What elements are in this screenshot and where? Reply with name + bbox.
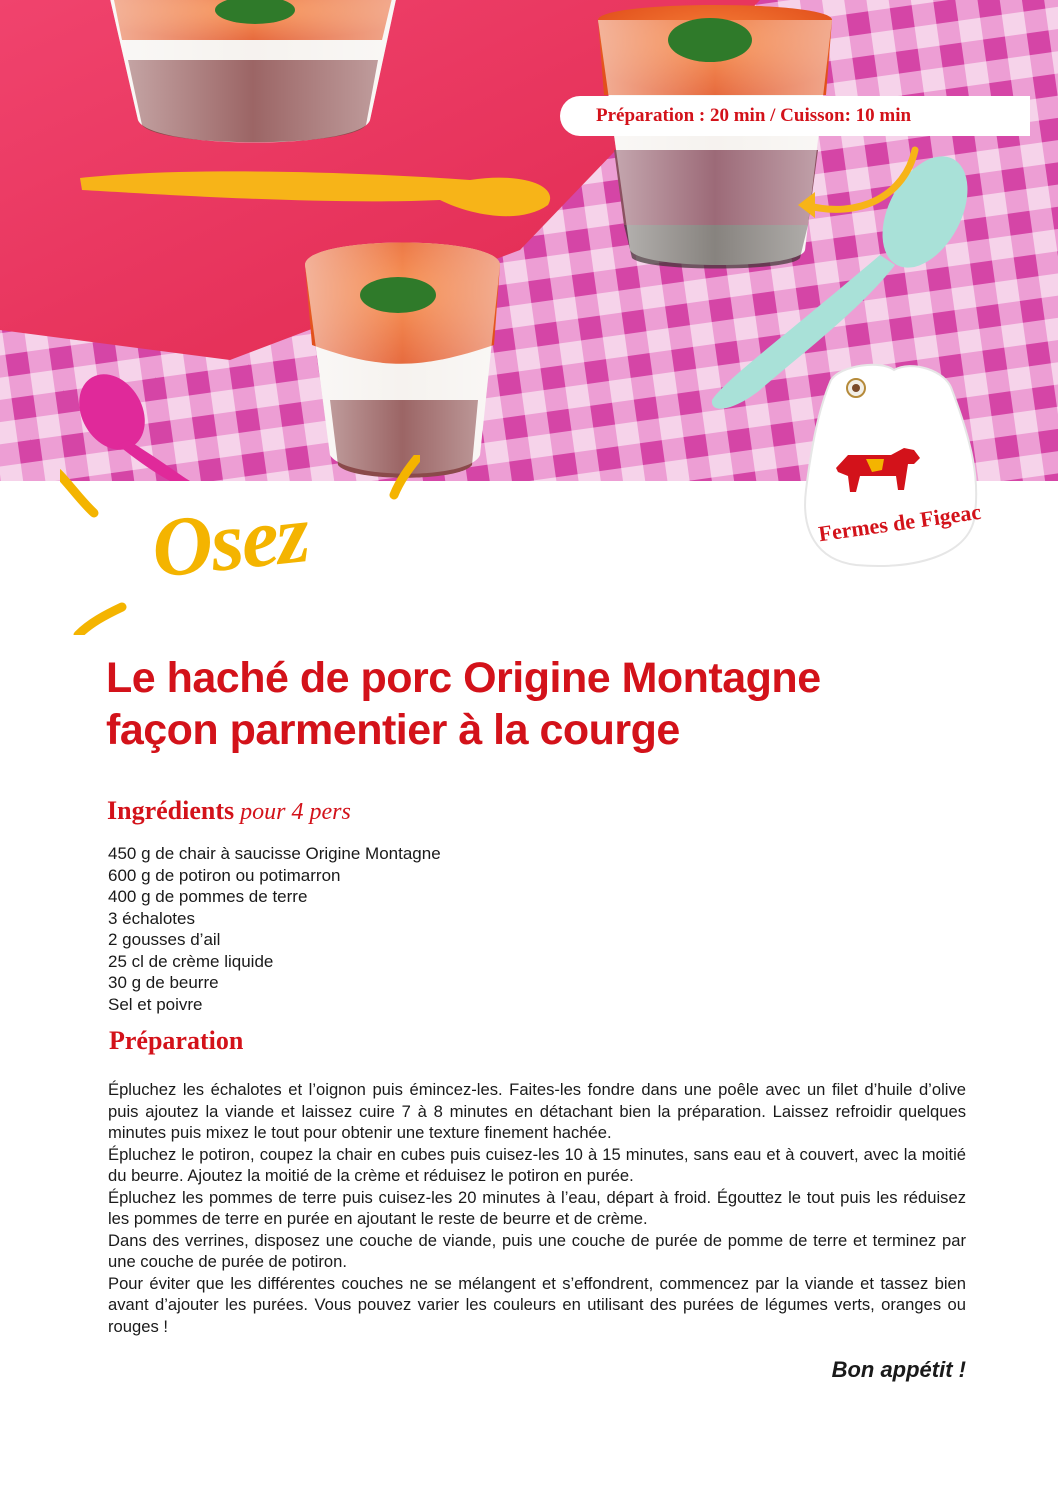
preparation-heading: Préparation [109, 1026, 244, 1055]
recipe-title-line2: façon parmentier à la courge [106, 706, 680, 754]
ingredient-item: 400 g de pommes de terre [108, 887, 308, 906]
ingredient-item: 3 échalotes [108, 908, 195, 928]
fermes-de-figeac-logo [796, 360, 982, 570]
preparation-step: Dans des verrines, disposez une couche de viande, puis une couche de purée de pomme de terre et terminez par une couche de purée de potiron. [108, 1230, 966, 1271]
osez-badge [60, 455, 420, 635]
preparation-step: Épluchez les pommes de terre puis cuisez-les 20 minutes à l’eau, départ à froid. Égouttez le tout puis les réduisez les pommes de terre en purée en ajoutant le reste de beurre et de crème. [108, 1187, 966, 1228]
preparation-step: Épluchez le potiron, coupez la chair en cubes puis cuisez-les 10 à 15 minutes, sans eau et à couvert, avec la moitié du beurre. Ajoutez la moitié de la crème et réduisez le potiron en purée. [108, 1144, 966, 1185]
ingredient-item: 600 g de potiron ou potimarron [108, 865, 341, 885]
preparation-steps [108, 1079, 966, 1337]
ingredient-item: 2 gousses d’ail [108, 930, 221, 949]
ingredient-item: 450 g de chair à saucisse Origine Montagne [108, 844, 441, 863]
preparation-step: Pour éviter que les différentes couches ne se mélangent et s’effondrent, commencez par la viande et tassez bien avant d’ajouter les purées. Vous pouvez varier les couleurs en utilisant des purées de légumes verts, oranges ou rouges ! [108, 1273, 966, 1336]
ingredients-heading-label: Ingrédients [107, 796, 235, 825]
recipe-title-line1: Le haché de porc Origine Montagne [106, 654, 821, 702]
ingredient-item: 30 g de beurre [108, 973, 219, 992]
svg-text:Fermes de Figeac: Fermes de Figeac [816, 498, 982, 547]
preparation-step: Épluchez les échalotes et l’oignon puis émincez-les. Faites-les fondre dans une poêle avec un filet d’huile d’olive puis ajoutez la viande et laissez cuire 7 à 8 minutes en détachant bien la préparation. Laissez refroidir quelques minutes puis mixez le tout pour obtenir une texture finement hachée. [108, 1080, 966, 1142]
ingredient-item: Sel et poivre [108, 994, 203, 1014]
ingredients-heading [107, 796, 351, 826]
osez-label: Osez [147, 487, 312, 596]
ingredients-list [108, 843, 441, 1015]
ingredients-servings: pour 4 pers [240, 799, 351, 825]
closing-text: Bon appétit ! [831, 1357, 966, 1382]
recipe-title [106, 652, 1006, 756]
prep-time-badge: Préparation : 20 min / Cuisson: 10 min [560, 96, 1030, 136]
ingredient-item: 25 cl de crème liquide [108, 951, 274, 971]
